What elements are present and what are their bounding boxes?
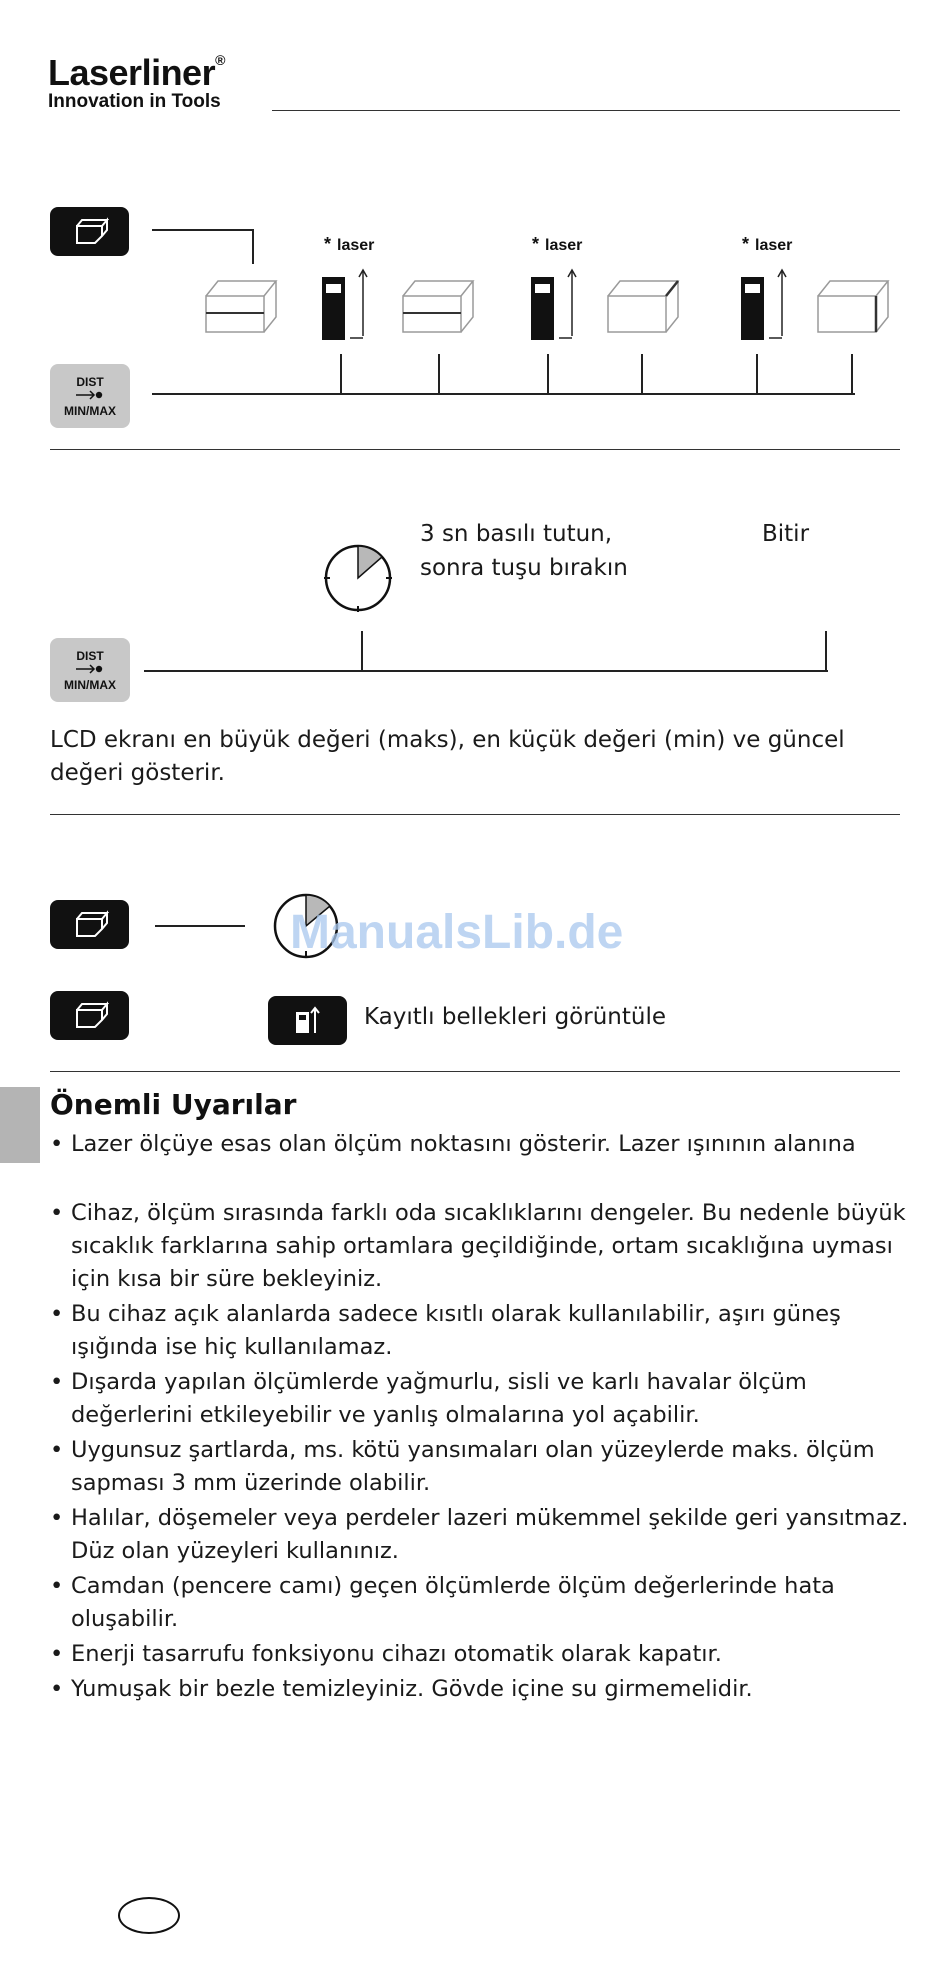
section-divider-3 — [50, 1071, 900, 1072]
memory-device-icon — [268, 996, 347, 1045]
room-box-1 — [206, 281, 276, 332]
svg-text:*: * — [532, 234, 540, 254]
section-divider-2 — [50, 814, 900, 815]
room-box-2 — [403, 281, 473, 332]
language-badge-outline — [118, 1897, 180, 1934]
dist-key-label-2: DIST — [76, 649, 104, 663]
brand-logo — [48, 52, 225, 94]
warning-item: • Halılar, döşemeler veya perdeler lazeri mükemmel şekilde geri yansıtmaz. Düz olan yüzeyleri kullanınız. — [50, 1502, 910, 1568]
room-box-3 — [608, 281, 678, 332]
warnings-list — [50, 1128, 910, 1708]
laser-label-1: laser — [337, 237, 375, 254]
svg-text:*: * — [324, 234, 332, 254]
finish-label: Bitir — [762, 521, 810, 547]
warning-item: • Camdan (pencere camı) geçen ölçümlerde ölçüm değerlerinde hata oluşabilir. — [50, 1570, 910, 1636]
clock-3s-icon — [320, 540, 400, 620]
warning-item: • Uygunsuz şartlarda, ms. kötü yansımaları olan yüzeylerde maks. ölçüm sapması 3 mm üzerinde olabilir. — [50, 1434, 910, 1500]
warnings-title: Önemli Uyarılar — [50, 1088, 297, 1121]
area-function-key-2 — [50, 900, 129, 949]
minmax-description: LCD ekranı en büyük değeri (maks), en küçük değeri (min) ve güncel değeri gösterir. — [50, 727, 845, 786]
registered-mark: ® — [215, 52, 225, 68]
brand-tagline: Innovation in Tools — [48, 91, 221, 112]
hold-instruction-line2: sonra tuşu bırakın — [420, 555, 628, 581]
side-index-tab — [0, 1087, 40, 1163]
area-function-key-3 — [50, 991, 129, 1040]
hold-instruction-line1: 3 sn basılı tutun, — [420, 521, 613, 547]
watermark: ManualsLib.de — [290, 906, 624, 959]
warning-item: • Dışarda yapılan ölçümlerde yağmurlu, sisli ve karlı havalar ölçüm değerlerini etkileyebilir ve yanlış olmalarına yol açabilir. — [50, 1366, 910, 1432]
memory-display-icon — [268, 996, 347, 1045]
svg-text:*: * — [742, 234, 750, 254]
area-mode-icon-2 — [50, 900, 129, 949]
area-mode-icon-3 — [50, 991, 129, 1040]
laser-label-3: laser — [755, 237, 793, 254]
laser-device-3 — [741, 270, 786, 340]
header-rule — [272, 110, 900, 111]
warning-item: • Cihaz, ölçüm sırasında farklı oda sıcaklıklarını dengeler. Bu nedenle büyük sıcaklık farklarına sahip ortamlara geçildiğinde, ortam sıcaklığına uyması için kısa bir süre bekleyiniz. — [50, 1197, 910, 1296]
minmax-key-label: MIN/MAX — [64, 404, 116, 418]
laser-device-2 — [531, 270, 576, 340]
warning-item: • Yumuşak bir bezle temizleyiniz. Gövde içine su girmemelidir. — [50, 1673, 910, 1706]
laser-label-2: laser — [545, 237, 583, 254]
warning-item: • Lazer ölçüye esas olan ölçüm noktasını gösterir. Lazer ışınının alanına — [50, 1128, 910, 1161]
room-box-4 — [818, 281, 888, 332]
minmax-key-label-2: MIN/MAX — [64, 678, 116, 692]
dist-key-label: DIST — [76, 375, 104, 389]
warning-item: • Enerji tasarrufu fonksiyonu cihazı otomatik olarak kapatır. — [50, 1638, 910, 1671]
section-divider-1 — [50, 449, 900, 450]
brand-name: Laserliner — [48, 52, 216, 93]
laser-device-1 — [322, 270, 367, 340]
warning-item: • Bu cihaz açık alanlarda sadece kısıtlı olarak kullanılabilir, aşırı güneş ışığında ise hiç kullanılamaz. — [50, 1298, 910, 1364]
memory-display-text: Kayıtlı bellekleri görüntüle — [364, 1004, 666, 1030]
minmax-timeline — [0, 620, 950, 680]
area-measure-sequence-diagram — [0, 180, 950, 405]
